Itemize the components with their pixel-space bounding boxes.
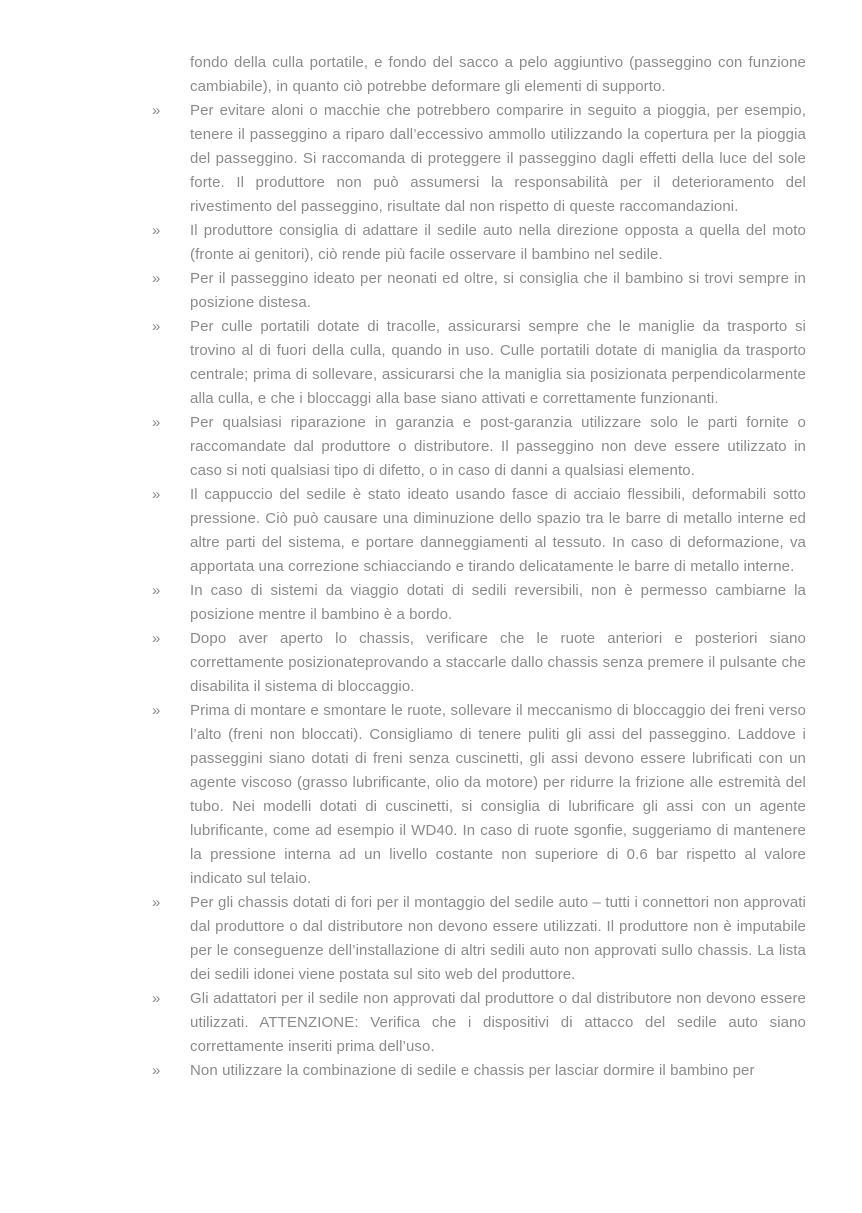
bullet-marker: » bbox=[152, 1062, 161, 1079]
bullet-marker: » bbox=[152, 582, 161, 599]
list-item-text: Il cappuccio del sedile è stato ideato usando fasce di acciaio flessibili, deformabili sotto pressione. Ciò può causare una diminuzione dello spazio tra le barre di metallo interne ed altre parti del sistema, e portare danneggiamenti al tessuto. In caso di deformazione, va apportata una correzione schiacciando e tirando delicatamente le barre di metallo interne. bbox=[190, 486, 806, 575]
bullet-marker: » bbox=[152, 222, 161, 239]
bullet-marker: » bbox=[152, 630, 161, 647]
list-item bbox=[152, 891, 806, 987]
list-item-text: Per evitare aloni o macchie che potrebbero comparire in seguito a pioggia, per esempio, tenere il passeggino a riparo dall’eccessivo ammollo utilizzando la copertura per la pioggia del passeggino. Si raccomanda di proteggere il passeggino dagli effetti della luce del sole forte. Il produttore non può assumersi la responsabilità per il deterioramento del rivestimento del passeggino, risultate dal non rispetto di queste raccomandazioni. bbox=[190, 102, 806, 215]
manual-page bbox=[152, 51, 806, 1083]
list-item-text: Gli adattatori per il sedile non approvati dal produttore o dal distributore non devono essere utilizzati. ATTENZIONE: Verifica che i dispositivi di attacco del sedile auto siano correttamente inseriti prima dell’uso. bbox=[190, 990, 806, 1055]
bullet-marker: » bbox=[152, 414, 161, 431]
bullet-marker: » bbox=[152, 318, 161, 335]
list-item-text: Dopo aver aperto lo chassis, verificare che le ruote anteriori e posteriori siano correttamente posizionateprovando a staccarle dallo chassis senza premere il pulsante che disabilita il sistema di bloccaggio. bbox=[190, 630, 806, 695]
list-item-text: Per qualsiasi riparazione in garanzia e post-garanzia utilizzare solo le parti fornite o raccomandate dal produttore o distributore. Il passeggino non deve essere utilizzato in caso si noti qualsiasi tipo di difetto, o in caso di danni a qualsiasi elemento. bbox=[190, 414, 806, 479]
bullet-marker: » bbox=[152, 990, 161, 1007]
list-item bbox=[152, 51, 806, 99]
list-item bbox=[152, 627, 806, 699]
list-item-text: Per gli chassis dotati di fori per il montaggio del sedile auto – tutti i connettori non approvati dal produttore o dal distributore non devono essere utilizzati. Il produttore non è imputabile per le conseguenze dell’installazione di altri sedili auto non approvati sullo chassis. La lista dei sedili idonei viene postata sul sito web del produttore. bbox=[190, 894, 806, 983]
list-item bbox=[152, 99, 806, 219]
list-item-text: In caso di sistemi da viaggio dotati di sedili reversibili, non è permesso cambiarne la posizione mentre il bambino è a bordo. bbox=[190, 582, 806, 623]
list-item-text: Per culle portatili dotate di tracolle, assicurarsi sempre che le maniglie da trasporto si trovino al di fuori della culla, quando in uso. Culle portatili dotate di maniglia da trasporto centrale; prima di sollevare, assicurarsi che la maniglia sia posizionata perpendicolarmente alla culla, e che i bloccaggi alla base siano attivati e correttamente funzionanti. bbox=[190, 318, 806, 407]
list-item-text: Il produttore consiglia di adattare il sedile auto nella direzione opposta a quella del moto (fronte ai genitori), ciò rende più facile osservare il bambino nel sedile. bbox=[190, 222, 806, 263]
bullet-marker: » bbox=[152, 486, 161, 503]
list-item bbox=[152, 483, 806, 579]
list-item bbox=[152, 315, 806, 411]
list-item bbox=[152, 1059, 806, 1083]
list-item bbox=[152, 699, 806, 891]
instruction-list bbox=[152, 51, 806, 1083]
list-item-text: Prima di montare e smontare le ruote, sollevare il meccanismo di bloccaggio dei freni verso l’alto (freni non bloccati). Consigliamo di tenere puliti gli assi del passeggino. Laddove i passeggini siano dotati di freni senza cuscinetti, gli assi devono essere lubrificati con un agente viscoso (grasso lubrificante, olio da motore) per ridurre la frizione alle estremità del tubo. Nei modelli dotati di cuscinetti, si consiglia di lubrificare gli assi con un agente lubrificante, come ad esempio il WD40. In caso di ruote sgonfie, suggeriamo di mantenere la pressione interna ad un livello costante non superiore di 0.6 bar rispetto al valore indicato sul telaio. bbox=[190, 702, 806, 887]
list-item bbox=[152, 411, 806, 483]
list-item-text: fondo della culla portatile, e fondo del sacco a pelo aggiuntivo (passeggino con funzione cambiabile), in quanto ciò potrebbe deformare gli elementi di supporto. bbox=[190, 54, 806, 95]
list-item bbox=[152, 267, 806, 315]
bullet-marker: » bbox=[152, 270, 161, 287]
bullet-marker: » bbox=[152, 894, 161, 911]
list-item bbox=[152, 987, 806, 1059]
list-item-text: Per il passeggino ideato per neonati ed oltre, si consiglia che il bambino si trovi sempre in posizione distesa. bbox=[190, 270, 806, 311]
list-item-text: Non utilizzare la combinazione di sedile e chassis per lasciar dormire il bambino per bbox=[190, 1062, 755, 1079]
bullet-marker: » bbox=[152, 102, 161, 119]
bullet-marker: » bbox=[152, 702, 161, 719]
list-item bbox=[152, 579, 806, 627]
list-item bbox=[152, 219, 806, 267]
